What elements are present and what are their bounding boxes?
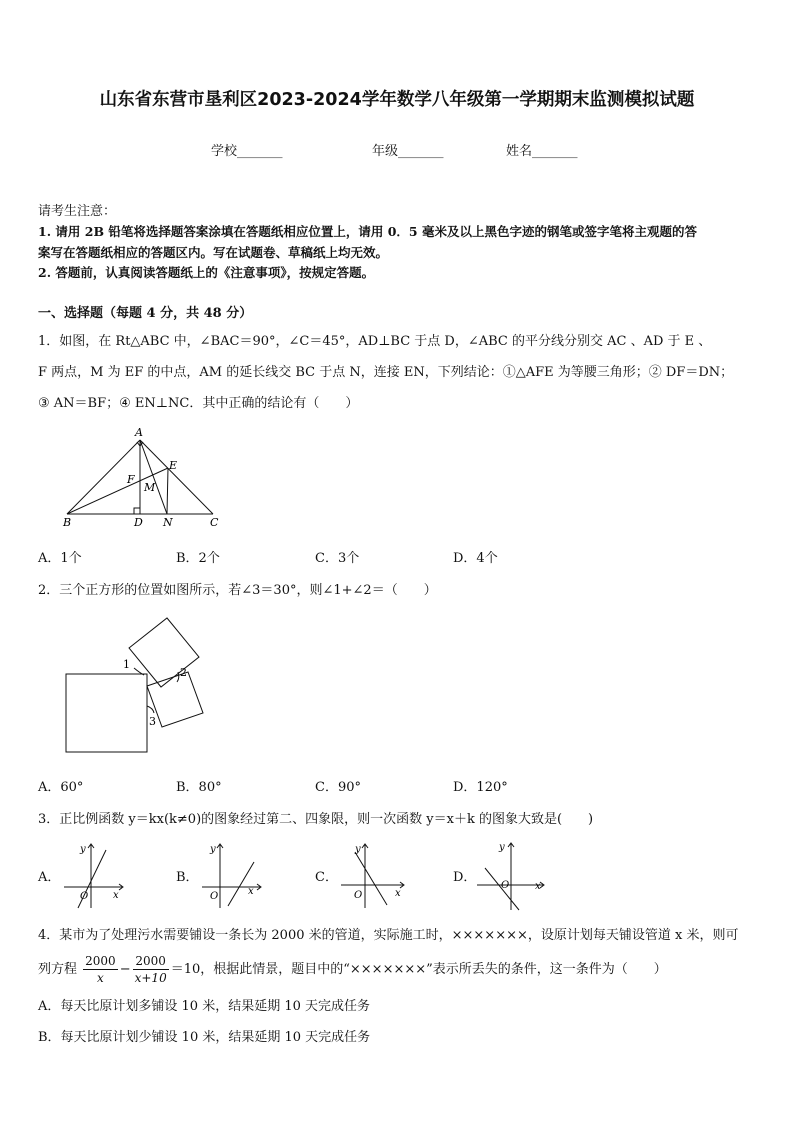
q4-fraction-1 xyxy=(83,953,118,986)
q2-squares-figure xyxy=(60,610,210,760)
axis-x-label-b: x xyxy=(248,886,254,897)
grade-field: 年级_______ xyxy=(372,144,444,159)
notice-line-1: 1. 请用 2B 铅笔将选择题答案涂填在答题纸相应位置上，请用 0．5 毫米及以上黑色字迹的钢笔或签字笔将主观题的答 xyxy=(38,224,697,239)
label-d: D xyxy=(134,516,143,529)
q4-option-a: A．每天比原计划多铺设 10 米，结果延期 10 天完成任务 xyxy=(38,999,371,1014)
origin-label-b: O xyxy=(210,891,219,902)
q4-minus: − xyxy=(119,962,131,977)
q2-option-b: B．80° xyxy=(176,780,222,795)
axis-x-label-c: x xyxy=(395,888,401,899)
label-n: N xyxy=(163,516,173,529)
q4-fraction-2 xyxy=(133,953,169,986)
q1-line-2: F 两点，M 为 EF 的中点，AM 的延长线交 BC 于点 N，连接 EN，下列结论：①△AFE 为等腰三角形；② DF＝DN； xyxy=(38,365,734,380)
label-b: B xyxy=(63,516,72,529)
q2-stem: 2．三个正方形的位置如图所示，若∠3＝30°，则∠1+∠2＝（ ） xyxy=(38,583,437,598)
name-field: 姓名_______ xyxy=(506,144,578,159)
q4-equation-line xyxy=(38,952,667,988)
q3-graph-d xyxy=(473,838,551,913)
page-title: 山东省东营市垦利区2023-2024学年数学八年级第一学期期末监测模拟试题 xyxy=(99,90,695,110)
axis-y-label-d: y xyxy=(499,842,505,853)
q4-frac1-den: x xyxy=(97,971,104,985)
q4-frac1-num: 2000 xyxy=(85,954,116,968)
q3-graph-c xyxy=(337,840,407,910)
origin-label-c: O xyxy=(354,890,363,901)
q1-option-a: A．1个 xyxy=(38,551,82,566)
q4-option-b: B．每天比原计划少铺设 10 米，结果延期 10 天完成任务 xyxy=(38,1030,371,1045)
angle-2-label: 2 xyxy=(180,666,187,679)
q1-triangle-figure xyxy=(55,425,230,530)
notice-line-2: 案写在答题纸相应的答题区内。写在试题卷、草稿纸上均无效。 xyxy=(38,245,389,260)
q3-option-a: A． xyxy=(38,870,61,885)
notice-line-3: 2. 答题前，认真阅读答题纸上的《注意事项》，按规定答题。 xyxy=(38,265,375,280)
axis-x-label-d: x xyxy=(535,881,541,892)
q4-frac2-num: 2000 xyxy=(133,953,169,970)
q3-graph-b xyxy=(198,840,268,910)
notice-heading: 请考生注意： xyxy=(38,204,117,219)
axis-y-label-c: y xyxy=(355,844,361,855)
q4-eq-prefix: 列方程 xyxy=(38,962,78,977)
q3-option-d: D． xyxy=(453,870,477,885)
label-f: F xyxy=(127,473,135,486)
q4-eq-suffix: ＝10，根据此情景，题目中的“×××××××”表示所丢失的条件，这一条件为（ ） xyxy=(170,962,667,977)
angle-1-label: 1 xyxy=(123,658,130,671)
origin-label-d: O xyxy=(501,880,510,891)
q2-option-a: A．60° xyxy=(38,780,84,795)
origin-label-a: O xyxy=(80,891,89,902)
q3-option-b: B． xyxy=(176,870,199,885)
q1-option-c: C．3个 xyxy=(315,551,360,566)
angle-3-label: 3 xyxy=(149,715,156,728)
q1-line-3: ③ AN＝BF；④ EN⊥NC．其中正确的结论有（ ） xyxy=(38,396,359,411)
label-a: A xyxy=(135,426,143,439)
q3-graph-a xyxy=(60,840,130,910)
section-heading: 一、选择题（每题 4 分，共 48 分） xyxy=(38,306,253,321)
q3-stem: 3．正比例函数 y＝kx(k≠0)的图象经过第二、四象限，则一次函数 y＝x＋k 的图象大致是( ) xyxy=(38,812,594,827)
label-e: E xyxy=(169,459,178,472)
q4-frac2-den: x+10 xyxy=(134,971,167,985)
axis-y-label-a: y xyxy=(80,844,86,855)
label-m: M xyxy=(144,481,156,494)
axis-y-label-b: y xyxy=(210,844,216,855)
school-field: 学校_______ xyxy=(211,144,283,159)
q2-option-c: C．90° xyxy=(315,780,361,795)
q1-option-b: B．2个 xyxy=(176,551,220,566)
q2-option-d: D．120° xyxy=(453,780,508,795)
q1-option-d: D．4个 xyxy=(453,551,498,566)
q1-line-1: 1．如图，在 Rt△ABC 中，∠BAC＝90°，∠C＝45°，AD⊥BC 于点 D，∠ABC 的平分线分别交 AC 、AD 于 E 、 xyxy=(38,334,712,349)
q4-line-1: 4．某市为了处理污水需要铺设一条长为 2000 米的管道，实际施工时，×××××××，设原计划每天铺设管道 x 米，则可 xyxy=(38,928,739,943)
label-c: C xyxy=(210,516,219,529)
q3-option-c: C． xyxy=(315,870,338,885)
axis-x-label-a: x xyxy=(113,890,119,901)
